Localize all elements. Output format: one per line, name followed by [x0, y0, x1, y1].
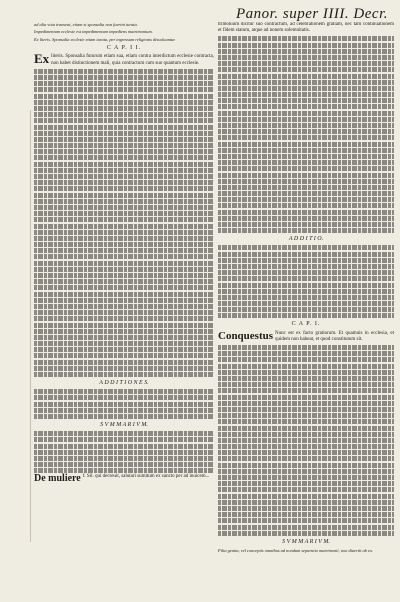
- right-summarium: S V M M A R I V M.: [282, 538, 330, 545]
- left-intro: ad alia vota transeat, etiam si sponsalia non fuerint iurata.: [34, 22, 138, 27]
- right-additiones: A D D I T I O.: [288, 236, 324, 243]
- right-intro: trimonium dicitur suo contractum, ad celebrationem gratiam, nec tam continuationem et fidem statum, atque ad nonem solemnitatis.: [218, 22, 394, 34]
- right-lead: Conquestus: [218, 329, 274, 342]
- right-column: [218, 22, 394, 590]
- margin-note: [4, 143, 30, 148]
- paragraph-text: literis. Sponsalia futurum etiam sua, etiam contra interdictum ecclesie contracta, non habet distinctionem mali, quia contractum cum suo quantum ecclesie.: [51, 54, 214, 66]
- right-body: [218, 331, 394, 343]
- section-text: f. Sil. qui decreuit, salutari sumitum ex sancto per ad inuicem...: [82, 474, 210, 480]
- margin-note: [4, 110, 30, 115]
- right-foot: Filia genita, vel conceptis omnibus ad nondum separatio matrimonii, non diuertit ab eo.: [218, 547, 374, 553]
- body-paragraph: [34, 51, 214, 67]
- lead-word: Ex: [34, 51, 50, 67]
- right-chapter-heading: C A P. I.: [291, 321, 321, 328]
- left-note-1: Impedimentum ecclesie est impedimentum impediens matrimonium.: [34, 29, 153, 35]
- summarium-heading: S V M M A R I V M.: [100, 421, 148, 428]
- running-head: Panor. super IIII. Decr.: [236, 6, 388, 22]
- section-start: [34, 473, 214, 485]
- margin-notes: [4, 110, 31, 542]
- chapter-heading: C A P. I I.: [106, 45, 142, 52]
- section-lead: De muliere: [34, 473, 81, 485]
- left-note-2: Ex literis. Sponsalia ecclesie etiam iurata, per ingressum religionis dissoluuntur.: [34, 36, 176, 42]
- left-column: [34, 22, 214, 590]
- additiones-heading: A D D I T I O N E S.: [99, 380, 149, 387]
- right-body-text: Nunc est ex facto gratiorum. Et quamuis in ecclesia, et quidem non habeat, et quod constitutum sit.: [275, 330, 394, 342]
